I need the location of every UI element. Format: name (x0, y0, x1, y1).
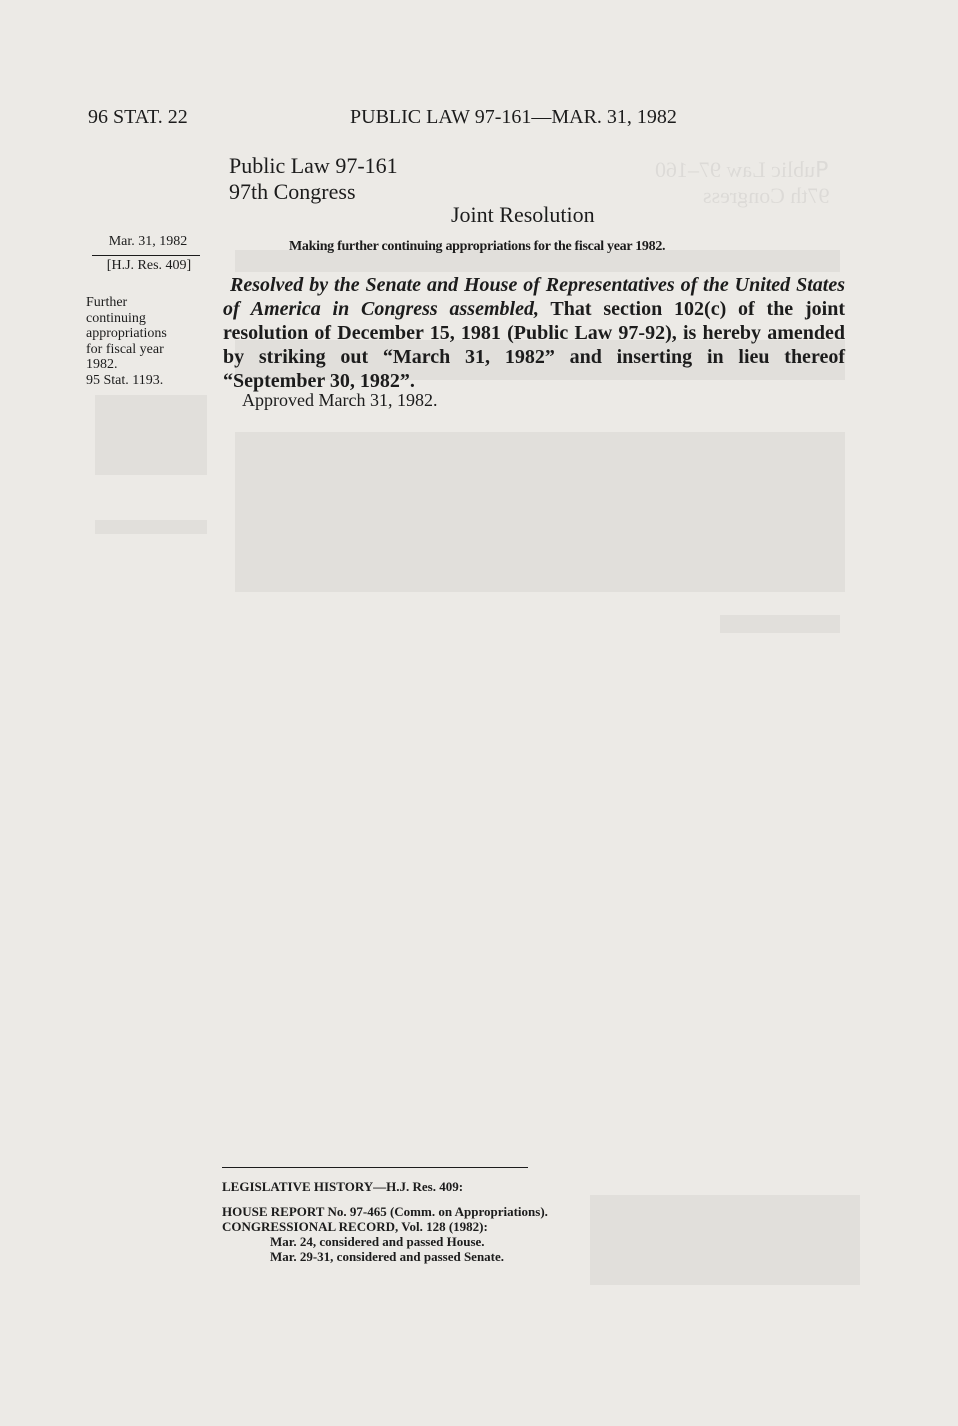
statute-page-ref: 96 STAT. 22 (88, 106, 188, 128)
margin-note-line: for fiscal year (86, 341, 164, 357)
margin-note-line: appropriations (86, 326, 167, 341)
resolution-body (223, 273, 845, 393)
history-action: Mar. 29-31, considered and passed Senate. (270, 1249, 505, 1264)
approval-date: Approved March 31, 1982. (242, 390, 438, 410)
document-type: Joint Resolution (451, 202, 595, 227)
running-law-title: PUBLIC LAW 97-161—MAR. 31, 1982 (350, 106, 677, 128)
legislative-history (222, 1179, 548, 1264)
margin-bill-number: [H.J. Res. 409] (106, 258, 192, 273)
enacting-clause: Resolved by the Senate and House of Representatives of the United States of America in Congress assembled, (223, 274, 845, 320)
history-action: Mar. 24, considered and passed House. (270, 1234, 485, 1249)
margin-date: Mar. 31, 1982 (108, 234, 188, 249)
margin-note-line: Further (86, 295, 128, 310)
congressional-record: CONGRESSIONAL RECORD, Vol. 128 (1982): (222, 1219, 488, 1234)
margin-note-line: continuing (86, 310, 146, 326)
public-law-number: Public Law 97-161 (229, 153, 398, 178)
house-report: HOUSE REPORT No. 97-465 (Comm. on Appropriations). (222, 1204, 548, 1219)
margin-note-line: 95 Stat. 1193. (86, 372, 164, 388)
document-page: ꟼublic Law 97–160 97th Congress 96 STAT. 22 PUBLIC LAW 97-161—MAR. 31, 1982 Public Law 97-161 97th Congress Joint Resolution Mar. 31, 1982 [H.J. Res. 409] Further continuing appropriations for fiscal year 1982. 95 Stat. 1193. Making further continuing appropriations for the fiscal year 1982. Resolved by the Senate and House of Representatives of the United States of America in Congress assembled, That section 102(c) of the joint resolution of December 15, 1981 (Public Law 97-92), is hereby amended by striking out “March 31, 1982” and inserting in lieu thereof “September 30, 1982”. Approved March 31, 1982. LEGISLATIVE HISTORY—H.J. Res. 409: HOUSE REPORT No. 97-465 (Comm. on Appropriations). CONGRESSIONAL RECORD, Vol. 128 (1982): Mar. 24, considered and passed House. Mar. 29-31, considered and passed Senate. (0, 0, 958, 1426)
law-heading (229, 153, 398, 205)
running-head (88, 106, 738, 136)
resolution-text: That section 102(c) of the joint resolution of December 15, 1981 (Public Law 97-92), is hereby amended by striking out “March 31, 1982” and inserting in lieu thereof “September 30, 1982”. (223, 298, 845, 392)
margin-note (86, 295, 196, 388)
congress-number: 97th Congress (229, 179, 356, 204)
history-title: LEGISLATIVE HISTORY—H.J. Res. 409: (222, 1179, 464, 1194)
margin-note-line: 1982. (86, 357, 118, 372)
margin-divider (92, 255, 200, 256)
history-divider (222, 1167, 528, 1168)
resolution-caption: Making further continuing appropriations for the fiscal year 1982. (289, 239, 666, 254)
